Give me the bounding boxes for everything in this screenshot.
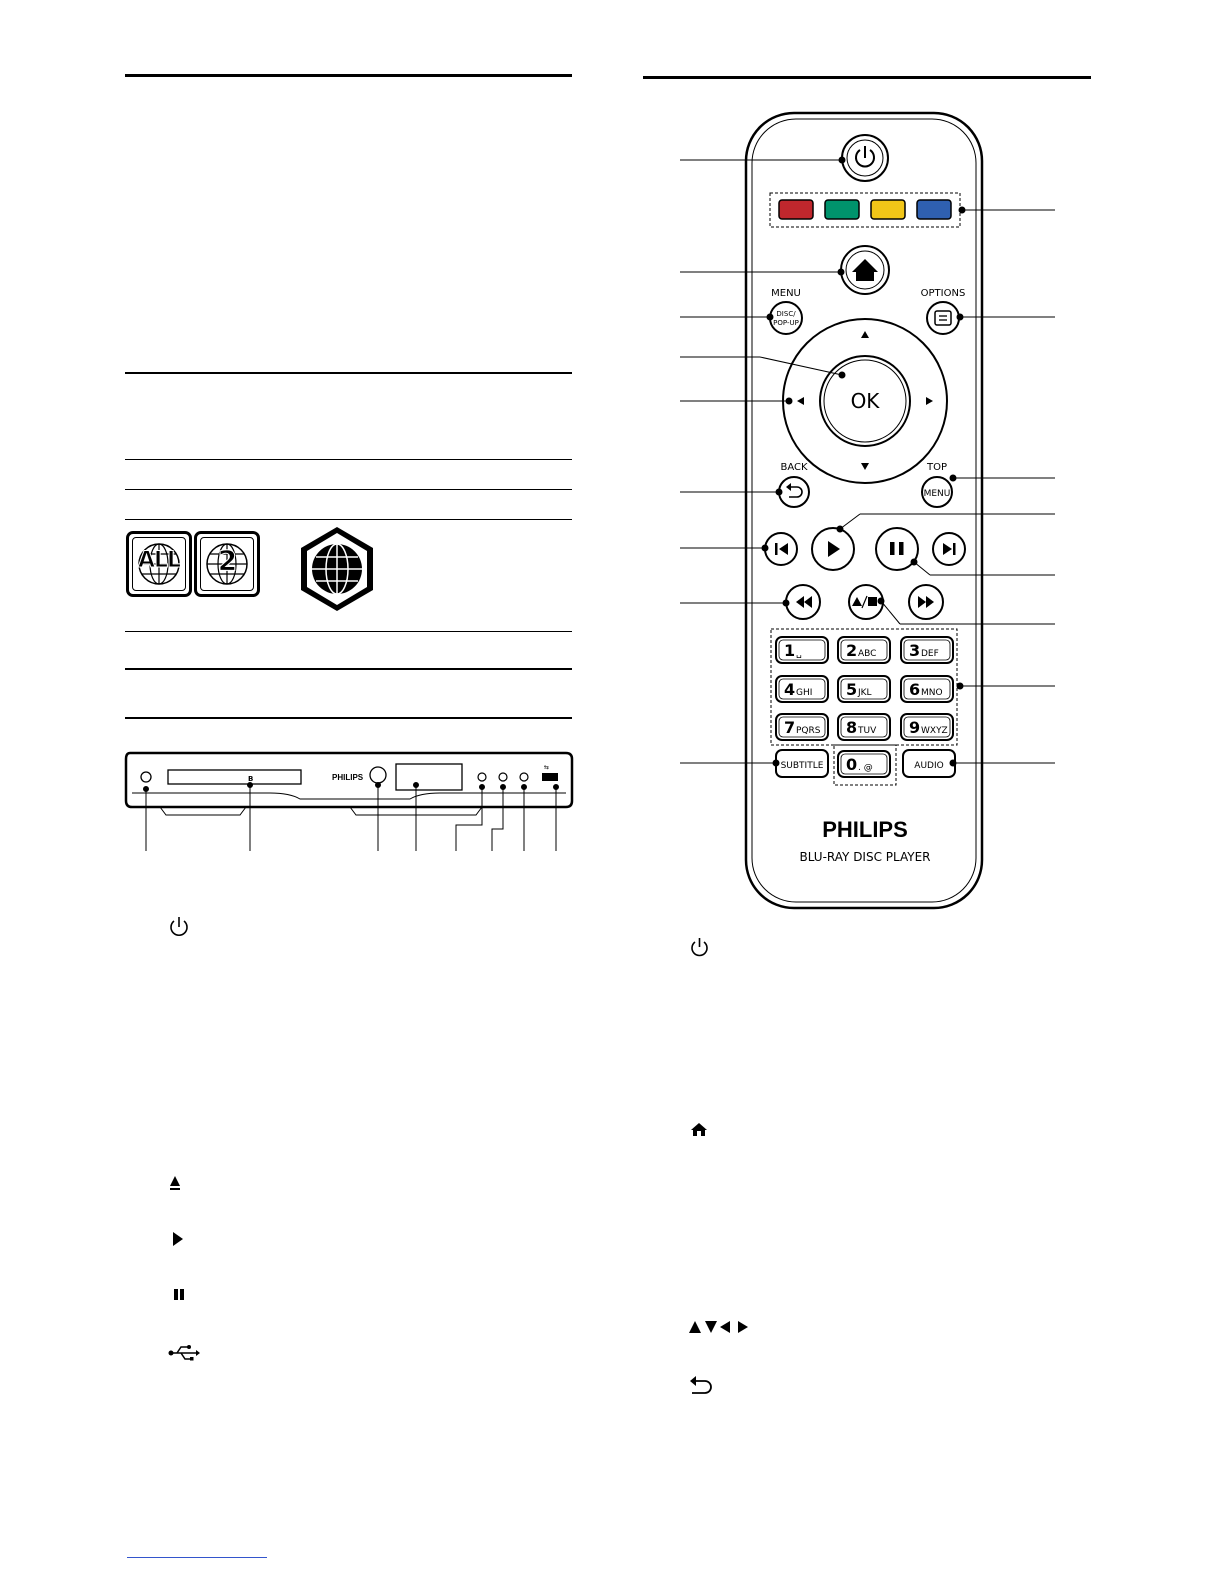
audio-label: AUDIO <box>914 761 944 771</box>
region-badge-label: 2 <box>217 544 237 577</box>
number-key-letters: ABC <box>858 649 877 659</box>
home-icon <box>686 1118 756 1144</box>
number-key-letters: TUV <box>858 726 877 736</box>
section-rule <box>125 372 572 374</box>
eject-icon <box>160 1170 200 1196</box>
svg-text:⇆: ⇆ <box>544 764 550 771</box>
number-key-0[interactable] <box>838 751 890 777</box>
usb-icon <box>160 1340 200 1366</box>
number-key-9[interactable] <box>901 714 953 740</box>
number-key-letters: JKL <box>858 688 872 698</box>
number-key-5[interactable] <box>838 676 890 702</box>
disc-popup-label-2: POP-UP <box>773 319 799 327</box>
number-key-letters: WXYZ <box>921 726 948 736</box>
number-key-letters: ␣ <box>796 649 802 659</box>
section-rule-top-left <box>125 74 572 77</box>
pause-icon <box>160 1285 200 1311</box>
number-key-1[interactable] <box>776 637 828 663</box>
section-rule <box>125 668 572 670</box>
top-label: TOP <box>926 462 948 473</box>
subtitle-label: SUBTITLE <box>780 761 824 771</box>
section-rule <box>125 717 572 719</box>
number-key-digit: 5 <box>846 680 858 699</box>
number-key-digit: 3 <box>909 641 921 660</box>
player-brand: PHILIPS <box>332 773 364 782</box>
number-key-digit: 4 <box>784 680 796 699</box>
number-key-digit: 8 <box>846 718 858 737</box>
region-badge-all <box>126 531 192 597</box>
number-key-4[interactable] <box>776 676 828 702</box>
table-rule <box>125 631 572 632</box>
number-key-2[interactable] <box>838 637 890 663</box>
play-icon <box>160 1228 200 1254</box>
section-rule-top-right <box>643 76 1091 79</box>
number-key-digit: 7 <box>784 718 796 737</box>
options-label: OPTIONS <box>920 288 966 299</box>
footer-link-underline[interactable] <box>127 1557 267 1558</box>
back-icon <box>686 1373 756 1399</box>
top-menu-label: MENU <box>923 489 951 499</box>
svg-text:B: B <box>248 775 254 783</box>
disc-popup-label-1: DISC/ <box>776 310 796 318</box>
power-icon <box>686 935 756 961</box>
number-key-8[interactable] <box>838 714 890 740</box>
number-key-7[interactable] <box>776 714 828 740</box>
power-icon <box>160 914 200 940</box>
color-key-2[interactable] <box>825 200 859 219</box>
number-key-digit: 6 <box>909 680 921 699</box>
number-key-letters: GHI <box>796 688 813 698</box>
player-front-panel <box>120 745 580 857</box>
color-key-3[interactable] <box>871 200 905 219</box>
number-key-6[interactable] <box>901 676 953 702</box>
number-key-digit: 2 <box>846 641 858 660</box>
ok-label: OK <box>850 389 880 413</box>
globe-hexagon-icon <box>299 525 375 613</box>
number-key-letters: PQRS <box>796 726 821 736</box>
color-key-4[interactable] <box>917 200 951 219</box>
remote-control <box>640 108 1080 914</box>
number-key-digit: 9 <box>909 718 921 737</box>
number-key-letters: DEF <box>921 649 939 659</box>
remote-product: BLU-RAY DISC PLAYER <box>799 850 931 864</box>
region-badge-label: ALL <box>137 548 181 573</box>
table-rule <box>125 459 572 460</box>
table-rule <box>125 519 572 520</box>
number-key-3[interactable] <box>901 637 953 663</box>
number-key-letters: MNO <box>921 688 943 698</box>
region-badge-2 <box>194 531 260 597</box>
color-key-1[interactable] <box>779 200 813 219</box>
table-rule <box>125 489 572 490</box>
number-key-digit: 0 <box>846 755 858 774</box>
remote-brand: PHILIPS <box>822 817 908 842</box>
number-key-digit: 1 <box>784 641 796 660</box>
menu-label: MENU <box>771 288 801 299</box>
navigation-arrows-icon <box>686 1315 756 1341</box>
number-key-letters: . @ <box>858 763 873 773</box>
back-label: BACK <box>780 462 808 473</box>
